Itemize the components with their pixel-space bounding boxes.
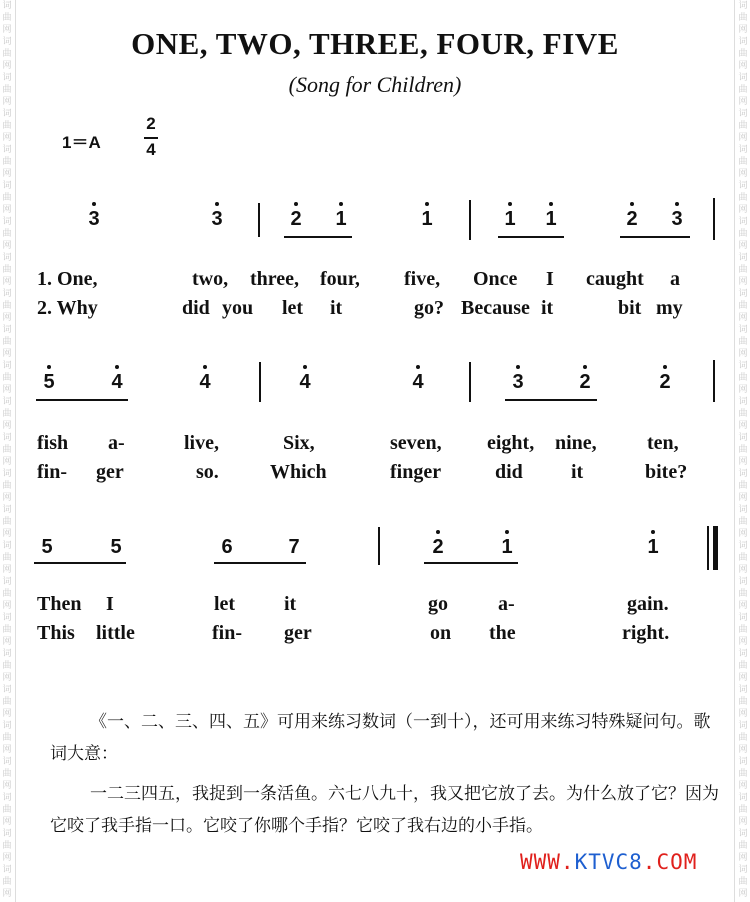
watermark-char: 网 — [738, 349, 748, 359]
octave-dot — [203, 365, 207, 369]
watermark-char: 网 — [738, 277, 748, 287]
watermark-char: 曲 — [738, 337, 748, 347]
lyric: let — [282, 297, 304, 319]
bar-line — [469, 200, 471, 240]
watermark-char: 网 — [2, 817, 12, 827]
watermark-char: 网 — [2, 601, 12, 611]
watermark-char: 曲 — [2, 265, 12, 275]
note: 1 — [504, 208, 516, 230]
watermark-char: 曲 — [2, 733, 12, 743]
lyric: it — [284, 593, 297, 615]
watermark-char: 曲 — [2, 553, 12, 563]
lyric: Which — [270, 461, 327, 483]
note: 2 — [659, 371, 671, 393]
final-bar-thin — [707, 526, 709, 570]
lyric: nine, — [555, 432, 597, 454]
watermark-char: 词 — [2, 577, 12, 587]
lyric: finger — [390, 461, 442, 483]
watermark-char: 曲 — [2, 121, 12, 131]
watermark-char: 词 — [738, 685, 748, 695]
time-signature-denominator: 4 — [146, 140, 156, 159]
lyric: did — [495, 461, 523, 483]
watermark-char: 曲 — [738, 121, 748, 131]
watermark-char: 网 — [738, 853, 748, 863]
watermark-char: 词 — [738, 37, 748, 47]
watermark-char: 网 — [738, 25, 748, 35]
lyric: bite? — [645, 461, 688, 483]
lyric: caught — [586, 268, 644, 290]
lyric: a — [670, 268, 680, 290]
site-part-1: WWW. — [520, 850, 575, 874]
note: 5 — [41, 536, 53, 558]
watermark-char: 词 — [738, 649, 748, 659]
watermark-char: 词 — [738, 865, 748, 875]
bar-line — [258, 203, 260, 237]
octave-dot — [115, 365, 119, 369]
watermark-char: 曲 — [2, 481, 12, 491]
watermark-char: 词 — [738, 469, 748, 479]
watermark-char: 网 — [738, 781, 748, 791]
watermark-char: 词 — [2, 505, 12, 515]
lyric: let — [214, 593, 236, 615]
watermark-char: 词 — [738, 829, 748, 839]
watermark-char: 词 — [2, 361, 12, 371]
note: 5 — [110, 536, 122, 558]
watermark-char: 词 — [2, 685, 12, 695]
watermark-char: 词 — [2, 109, 12, 119]
watermark-char: 曲 — [738, 481, 748, 491]
watermark-char: 词 — [2, 541, 12, 551]
watermark-char: 网 — [2, 97, 12, 107]
lyric: ger — [284, 622, 312, 644]
lyric: Once — [473, 268, 518, 290]
watermark-char: 网 — [2, 781, 12, 791]
lyric: Six, — [283, 432, 315, 454]
watermark-char: 曲 — [2, 229, 12, 239]
watermark-char: 曲 — [2, 589, 12, 599]
watermark-char: 网 — [2, 25, 12, 35]
watermark-char: 曲 — [2, 805, 12, 815]
watermark-char: 网 — [738, 637, 748, 647]
notes-paragraph-2: 一二三四五，我捉到一条活鱼。六七八九十，我又把它放了去。为什么放了它？因为它咬了我手指一口。它咬了你哪个手指？它咬了我右边的小手指。 — [50, 784, 719, 836]
watermark-char: 词 — [738, 145, 748, 155]
watermark-char: 网 — [738, 133, 748, 143]
lyric: ger — [96, 461, 124, 483]
watermark-char: 网 — [738, 457, 748, 467]
watermark-char: 网 — [738, 421, 748, 431]
watermark-char: 曲 — [738, 841, 748, 851]
beam — [214, 562, 306, 564]
watermark-char: 词 — [2, 865, 12, 875]
watermark-char: 曲 — [738, 49, 748, 59]
watermark-char: 网 — [2, 385, 12, 395]
lyric: you — [222, 297, 254, 319]
watermark-char: 曲 — [738, 625, 748, 635]
watermark-char: 曲 — [2, 301, 12, 311]
watermark-char: 词 — [2, 469, 12, 479]
watermark-left — [0, 0, 14, 902]
watermark-char: 曲 — [738, 697, 748, 707]
beam — [284, 236, 352, 238]
bar-line — [469, 362, 471, 402]
watermark-char: 网 — [738, 565, 748, 575]
octave-dot — [47, 365, 51, 369]
beam — [498, 236, 564, 238]
note: 2 — [579, 371, 591, 393]
watermark-char: 网 — [2, 889, 12, 899]
watermark-char: 曲 — [738, 517, 748, 527]
beam — [620, 236, 690, 238]
watermark-char: 词 — [2, 793, 12, 803]
watermark-char: 网 — [2, 241, 12, 251]
watermark-char: 曲 — [2, 157, 12, 167]
site-part-3: .COM — [642, 850, 698, 874]
note: 6 — [221, 536, 233, 558]
octave-dot — [630, 202, 634, 206]
watermark-char: 曲 — [2, 841, 12, 851]
bar-line — [713, 360, 715, 402]
bar-line — [259, 362, 261, 402]
lyric: five, — [404, 268, 441, 290]
watermark-char: 曲 — [2, 409, 12, 419]
right-border — [734, 0, 735, 902]
watermark-char: 曲 — [738, 589, 748, 599]
lyric: a- — [108, 432, 125, 454]
watermark-char: 网 — [738, 385, 748, 395]
time-signature-numerator: 2 — [146, 114, 156, 133]
watermark-char: 词 — [738, 541, 748, 551]
watermark-char: 网 — [2, 61, 12, 71]
lyric: my — [656, 297, 683, 319]
bar-line — [378, 527, 380, 565]
watermark-char: 词 — [738, 217, 748, 227]
watermark-char: 曲 — [2, 625, 12, 635]
watermark-char: 词 — [738, 721, 748, 731]
watermark-char: 网 — [2, 313, 12, 323]
lyric: Because — [461, 297, 530, 319]
watermark-char: 词 — [2, 649, 12, 659]
song-subtitle: (Song for Children) — [288, 72, 462, 97]
watermark-char: 词 — [2, 1, 12, 11]
octave-dot — [416, 365, 420, 369]
watermark-char: 网 — [2, 565, 12, 575]
note: 4 — [111, 371, 123, 393]
watermark-char: 词 — [738, 793, 748, 803]
note: 1 — [421, 208, 433, 230]
lyric: This — [37, 622, 75, 644]
lyric: on — [430, 622, 452, 644]
watermark-char: 网 — [2, 529, 12, 539]
note: 4 — [299, 371, 311, 393]
key-signature: 1＝A — [62, 133, 101, 152]
watermark-char: 词 — [2, 37, 12, 47]
lyric: a- — [498, 593, 515, 615]
beam — [424, 562, 518, 564]
watermark-char: 曲 — [2, 877, 12, 887]
time-signature-line — [144, 137, 158, 139]
lyric: it — [541, 297, 554, 319]
watermark-right — [736, 0, 750, 902]
lyric: live, — [184, 432, 219, 454]
watermark-char: 曲 — [2, 13, 12, 23]
octave-dot — [303, 365, 307, 369]
watermark-char: 网 — [2, 349, 12, 359]
watermark-char: 词 — [738, 181, 748, 191]
watermark-char: 词 — [2, 829, 12, 839]
watermark-char: 曲 — [2, 193, 12, 203]
lyric: right. — [622, 622, 670, 644]
lyric: so. — [196, 461, 219, 483]
watermark-char: 词 — [2, 397, 12, 407]
watermark-char: 曲 — [738, 769, 748, 779]
watermark-char: 词 — [738, 361, 748, 371]
lyric: I — [106, 593, 114, 615]
watermark-char: 曲 — [2, 697, 12, 707]
note: 1 — [335, 208, 347, 230]
watermark-char: 曲 — [738, 157, 748, 167]
watermark-char: 词 — [738, 505, 748, 515]
site-watermark — [520, 850, 697, 874]
watermark-char: 网 — [738, 817, 748, 827]
lyric: three, — [250, 268, 300, 290]
lyric: gain. — [627, 593, 669, 615]
octave-dot — [675, 202, 679, 206]
watermark-char: 网 — [738, 709, 748, 719]
lyric: bit — [618, 297, 642, 319]
note: 1 — [545, 208, 557, 230]
watermark-char: 曲 — [738, 229, 748, 239]
watermark-char: 网 — [2, 457, 12, 467]
watermark-char: 网 — [738, 673, 748, 683]
left-border — [15, 0, 16, 902]
note: 4 — [412, 371, 424, 393]
watermark-char: 网 — [2, 205, 12, 215]
lyric: 2. Why — [37, 297, 98, 319]
watermark-char: 网 — [2, 853, 12, 863]
watermark-char: 词 — [738, 253, 748, 263]
lyric: go — [428, 593, 448, 615]
lyric: did — [182, 297, 210, 319]
watermark-char: 词 — [738, 433, 748, 443]
watermark-char: 曲 — [2, 49, 12, 59]
watermark-char: 曲 — [2, 517, 12, 527]
note: 3 — [671, 208, 683, 230]
watermark-char: 词 — [2, 757, 12, 767]
octave-dot — [663, 365, 667, 369]
octave-dot — [339, 202, 343, 206]
note: 4 — [199, 371, 211, 393]
lyric: ten, — [647, 432, 679, 454]
watermark-char: 网 — [738, 61, 748, 71]
watermark-char: 曲 — [738, 301, 748, 311]
song-title: ONE, TWO, THREE, FOUR, FIVE — [131, 26, 619, 61]
note: 2 — [432, 536, 444, 558]
watermark-char: 词 — [2, 289, 12, 299]
lyric: it — [571, 461, 584, 483]
watermark-char: 词 — [738, 109, 748, 119]
note: 3 — [512, 371, 524, 393]
watermark-char: 曲 — [738, 661, 748, 671]
lyric: fin- — [212, 622, 242, 644]
watermark-char: 词 — [738, 73, 748, 83]
watermark-char: 词 — [2, 217, 12, 227]
watermark-char: 曲 — [2, 337, 12, 347]
octave-dot — [425, 202, 429, 206]
note: 5 — [43, 371, 55, 393]
watermark-char: 网 — [738, 313, 748, 323]
watermark-char: 词 — [2, 181, 12, 191]
watermark-char: 网 — [2, 745, 12, 755]
watermark-char: 曲 — [738, 553, 748, 563]
watermark-char: 曲 — [738, 445, 748, 455]
octave-dot — [583, 365, 587, 369]
watermark-char: 网 — [738, 241, 748, 251]
lyric: the — [489, 622, 516, 644]
note: 2 — [626, 208, 638, 230]
watermark-char: 曲 — [738, 373, 748, 383]
lyric: it — [330, 297, 343, 319]
watermark-char: 曲 — [2, 661, 12, 671]
watermark-char: 网 — [2, 637, 12, 647]
watermark-char: 曲 — [738, 193, 748, 203]
lyric: little — [96, 622, 135, 644]
watermark-char: 词 — [2, 253, 12, 263]
octave-dot — [651, 530, 655, 534]
octave-dot — [516, 365, 520, 369]
watermark-char: 网 — [2, 421, 12, 431]
watermark-char: 词 — [2, 721, 12, 731]
watermark-char: 曲 — [738, 805, 748, 815]
lyric: four, — [320, 268, 360, 290]
note: 1 — [647, 536, 659, 558]
note: 7 — [288, 536, 300, 558]
watermark-char: 词 — [2, 433, 12, 443]
final-bar-thick — [713, 526, 718, 570]
lyric: seven, — [390, 432, 442, 454]
watermark-char: 曲 — [738, 733, 748, 743]
watermark-char: 网 — [2, 493, 12, 503]
note: 1 — [501, 536, 513, 558]
beam — [34, 562, 126, 564]
watermark-char: 词 — [738, 613, 748, 623]
watermark-char: 词 — [2, 145, 12, 155]
note: 3 — [88, 208, 100, 230]
watermark-char: 曲 — [738, 265, 748, 275]
watermark-char: 曲 — [738, 409, 748, 419]
watermark-char: 词 — [738, 325, 748, 335]
lyric: go? — [414, 297, 444, 319]
lyric: I — [546, 268, 554, 290]
lyric: fin- — [37, 461, 67, 483]
lyric: two, — [192, 268, 229, 290]
watermark-char: 曲 — [738, 13, 748, 23]
watermark-char: 网 — [738, 745, 748, 755]
site-part-2: KTVC8 — [574, 850, 643, 874]
watermark-char: 词 — [738, 289, 748, 299]
watermark-char: 网 — [2, 709, 12, 719]
octave-dot — [505, 530, 509, 534]
watermark-char: 网 — [2, 169, 12, 179]
watermark-char: 曲 — [2, 769, 12, 779]
watermark-char: 曲 — [738, 877, 748, 887]
watermark-char: 网 — [738, 97, 748, 107]
octave-dot — [436, 530, 440, 534]
lyric: eight, — [487, 432, 535, 454]
watermark-char: 词 — [2, 613, 12, 623]
lyric: fish — [37, 432, 69, 454]
watermark-char: 曲 — [2, 445, 12, 455]
watermark-char: 网 — [2, 277, 12, 287]
octave-dot — [215, 202, 219, 206]
watermark-char: 曲 — [738, 85, 748, 95]
note: 3 — [211, 208, 223, 230]
beam — [505, 399, 597, 401]
notes-paragraph-1: 《一、二、三、四、五》可用来练习数词（一到十），还可用来练习特殊疑问句。歌词大意： — [50, 712, 711, 764]
octave-dot — [508, 202, 512, 206]
lyric: Then — [37, 593, 82, 615]
bar-line — [713, 198, 715, 240]
watermark-char: 网 — [738, 601, 748, 611]
lyric: 1. One, — [37, 268, 98, 290]
watermark-char: 词 — [738, 577, 748, 587]
octave-dot — [549, 202, 553, 206]
note: 2 — [290, 208, 302, 230]
beam — [36, 399, 128, 401]
octave-dot — [294, 202, 298, 206]
watermark-char: 词 — [2, 73, 12, 83]
watermark-char: 网 — [738, 529, 748, 539]
watermark-char: 网 — [738, 205, 748, 215]
watermark-char: 曲 — [2, 373, 12, 383]
watermark-char: 网 — [738, 169, 748, 179]
watermark-char: 网 — [738, 889, 748, 899]
watermark-char: 词 — [2, 325, 12, 335]
watermark-char: 词 — [738, 397, 748, 407]
watermark-char: 网 — [2, 133, 12, 143]
watermark-char: 词 — [738, 757, 748, 767]
watermark-char: 曲 — [2, 85, 12, 95]
watermark-char: 网 — [2, 673, 12, 683]
watermark-char: 网 — [738, 493, 748, 503]
octave-dot — [92, 202, 96, 206]
watermark-char: 词 — [738, 1, 748, 11]
